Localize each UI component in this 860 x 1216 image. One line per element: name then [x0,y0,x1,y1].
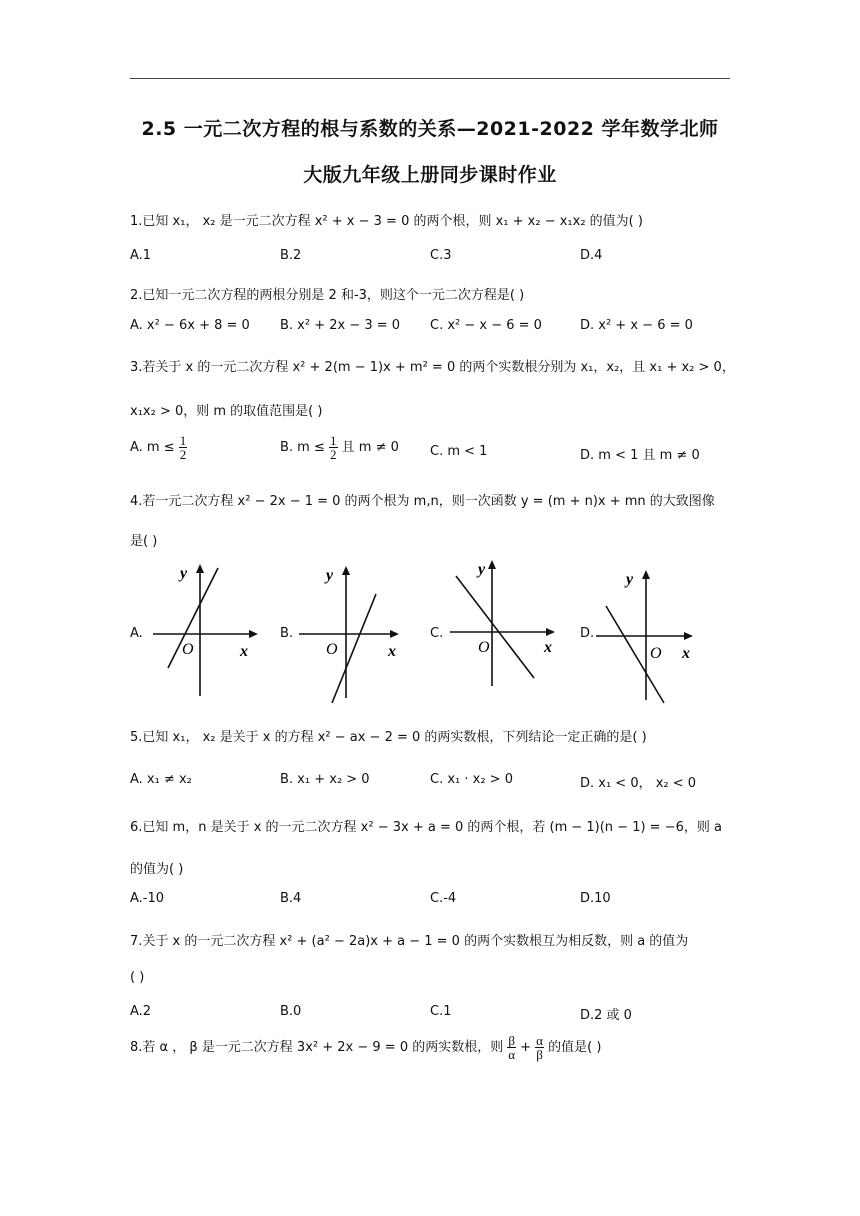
y-axis-arrow [342,566,350,575]
graph-d[interactable] [596,558,716,708]
q5-option-a[interactable]: A. x₁ ≠ x₂ [130,772,192,787]
question-4-line2: 是( ) [130,534,158,549]
fraction-beta-over-alpha: $\frac{\beta}{\alpha}$ [508,1033,516,1062]
q7-option-a[interactable]: A.2 [130,1004,152,1019]
question-2: 2.已知一元二次方程的两根分别是 2 和-3，则这个一元二次方程是( ) [130,288,525,303]
function-line [456,576,534,678]
page-title-line1: 2.5 一元二次方程的根与系数的关系—2021-2022 学年数学北师 [141,118,719,140]
x-axis-arrow [390,630,399,638]
graph-a-label[interactable]: A. [130,626,143,641]
graph-b-label[interactable]: B. [280,626,294,641]
q3-option-a-text: A. m ≤ [130,440,175,455]
q6-option-c[interactable]: C.-4 [430,891,457,906]
q2-option-b[interactable]: B. x² + 2x − 3 = 0 [280,318,401,333]
q6-option-a[interactable]: A.-10 [130,891,165,906]
y-axis-label: y [326,567,334,584]
graph-c-label[interactable]: C. [430,626,444,641]
y-axis-arrow [488,560,496,569]
y-axis-label: y [478,561,486,578]
q6-option-b[interactable]: B.4 [280,891,302,906]
origin-label: O [478,639,490,656]
q3-option-c[interactable]: C. m < 1 [430,444,488,459]
origin-label: O [326,641,338,658]
question-3-line2: x₁x₂ > 0，则 m 的取值范围是( ) [130,404,323,419]
q2-option-a[interactable]: A. x² − 6x + 8 = 0 [130,318,250,333]
graph-b[interactable] [294,558,414,708]
fraction-alpha-over-beta: $\frac{\alpha}{\beta}$ [536,1033,543,1062]
q6-option-d[interactable]: D.10 [580,891,611,906]
graph-a[interactable] [148,558,268,708]
question-4-line1: 4.若一元二次方程 x² − 2x − 1 = 0 的两个根为 m,n，则一次函数 y = (m + n)x + mn 的大致图像 [130,494,715,509]
q3-option-b[interactable] [280,434,399,461]
q3-option-b-text: B. m ≤ [280,440,325,455]
question-7-line1: 7.关于 x 的一元二次方程 x² + (a² − 2a)x + a − 1 = 0 的两个实数根互为相反数，则 a 的值为 [130,934,689,949]
q5-option-b[interactable]: B. x₁ + x₂ > 0 [280,772,370,787]
header-rule [130,78,730,79]
q2-option-d[interactable]: D. x² + x − 6 = 0 [580,318,693,333]
q2-option-c[interactable]: C. x² − x − 6 = 0 [430,318,542,333]
question-1: 1.已知 x₁， x₂ 是一元二次方程 x² + x − 3 = 0 的两个根，则 x₁ + x₂ − x₁x₂ 的值为( ) [130,214,643,229]
q5-option-c[interactable]: C. x₁ · x₂ > 0 [430,772,513,787]
q3-option-a[interactable] [130,434,187,461]
q1-option-c[interactable]: C.3 [430,248,452,263]
graph-d-label[interactable]: D. [580,626,595,641]
q7-option-d[interactable]: D.2 或 0 [580,1008,632,1023]
question-6-line2: 的值为( ) [130,862,184,877]
q3-option-d[interactable]: D. m < 1 且 m ≠ 0 [580,448,700,463]
plus-sign: + [520,1040,532,1055]
graph-c[interactable] [448,558,568,708]
x-axis-arrow [684,632,693,640]
question-3-line1: 3.若关于 x 的一元二次方程 x² + 2(m − 1)x + m² = 0 的两个实数根分别为 x₁，x₂，且 x₁ + x₂ > 0， [130,360,735,375]
question-8-suffix: 的值是( ) [548,1040,602,1055]
y-axis-arrow [642,570,650,579]
q5-option-d[interactable]: D. x₁ < 0， x₂ < 0 [580,776,697,791]
q7-option-b[interactable]: B.0 [280,1004,302,1019]
question-8-text: 8.若 α ， β 是一元二次方程 3x² + 2x − 9 = 0 的两实数根，则 [130,1040,504,1055]
x-axis-label: x [544,639,552,656]
question-7-line2: ( ) [130,970,145,985]
x-axis-label: x [388,643,396,660]
q7-option-c[interactable]: C.1 [430,1004,452,1019]
fraction-one-half: $\frac{1}{2}$ [179,433,187,462]
question-8 [130,1034,601,1061]
q1-option-d[interactable]: D.4 [580,248,603,263]
q3-option-b-suffix: 且 m ≠ 0 [341,440,399,455]
x-axis-label: x [240,643,248,660]
fraction-one-half: $\frac{1}{2}$ [330,433,337,462]
y-axis-label: y [180,565,188,582]
q1-option-b[interactable]: B.2 [280,248,302,263]
q1-option-a[interactable]: A.1 [130,248,152,263]
question-5: 5.已知 x₁， x₂ 是关于 x 的方程 x² − ax − 2 = 0 的两实数根，下列结论一定正确的是( ) [130,730,647,745]
y-axis-label: y [626,571,634,588]
x-axis-label: x [682,645,690,662]
question-6-line1: 6.已知 m，n 是关于 x 的一元二次方程 x² − 3x + a = 0 的两个根，若 (m − 1)(n − 1) = −6，则 a [130,820,722,835]
origin-label: O [650,645,662,662]
page-title-line2: 大版九年级上册同步课时作业 [303,164,557,186]
function-line [332,594,376,703]
origin-label: O [182,641,194,658]
x-axis-arrow [546,628,555,636]
x-axis-arrow [249,630,258,638]
y-axis-arrow [196,564,204,573]
